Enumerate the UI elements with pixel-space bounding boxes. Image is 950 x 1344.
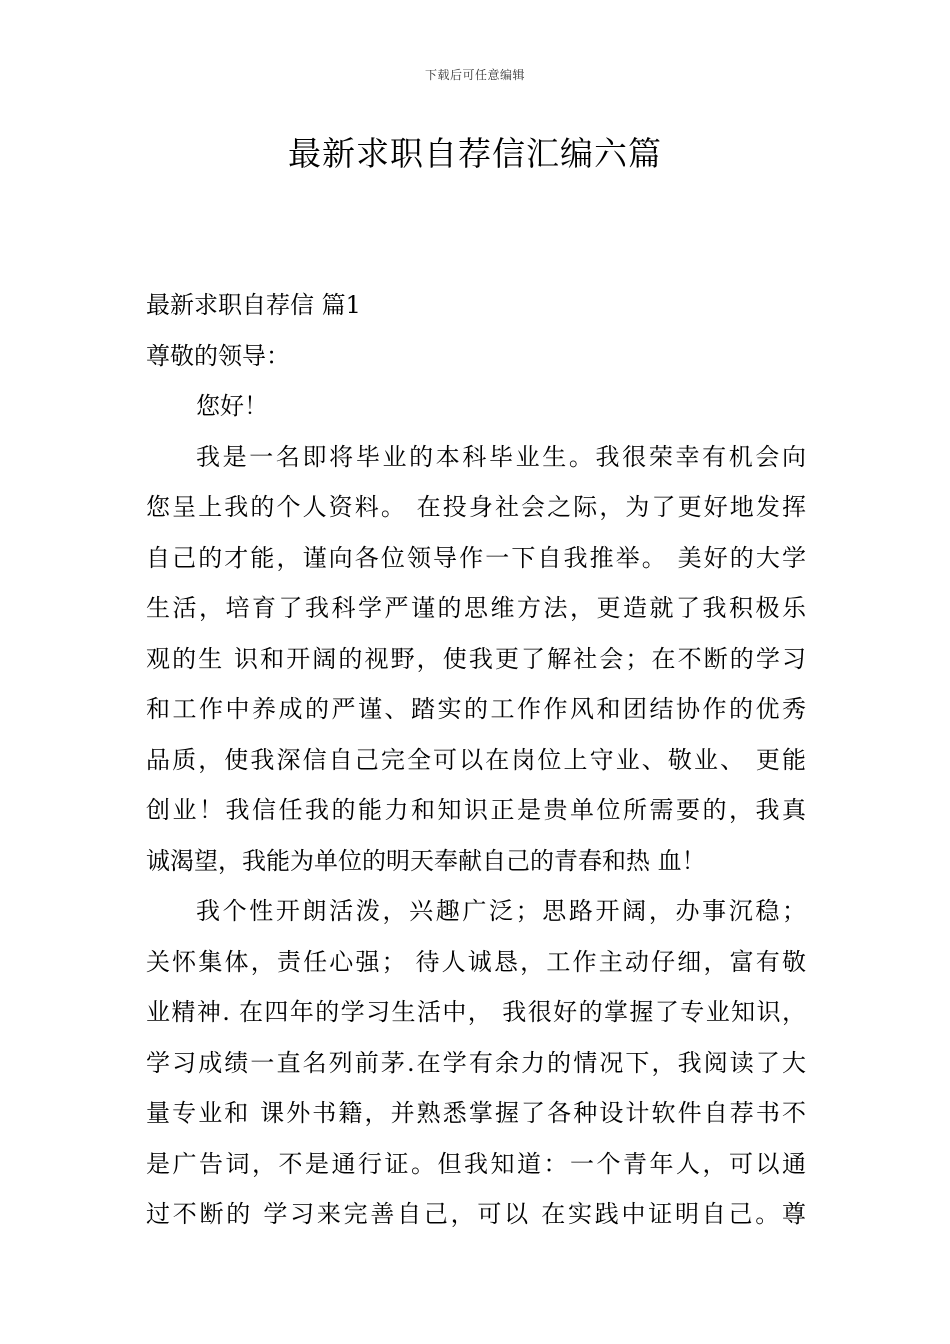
paragraph-line: 学习成绩一直名列前茅.在学有余力的情况下，我阅读了大 xyxy=(146,1048,806,1077)
paragraph-line: 诚渴望，我能为单位的明天奉献自己的青春和热 血！ xyxy=(146,846,706,875)
document-title: 最新求职自荐信汇编六篇 xyxy=(288,134,662,173)
paragraph-line: 您呈上我的个人资料。 在投身社会之际，为了更好地发挥 xyxy=(146,493,806,521)
paragraph-line: 观的生 识和开阔的视野，使我更了解社会；在不断的学习 xyxy=(146,644,806,673)
paragraph-line: 自己的才能，谨向各位领导作一下自我推举。 美好的大学 xyxy=(146,543,806,572)
section-heading: 最新求职自荐信 篇1 xyxy=(146,291,361,319)
paragraph-line: 我是一名即将毕业的本科毕业生。我很荣幸有机会向 xyxy=(196,442,806,471)
paragraph-line: 我个性开朗活泼，兴趣广泛；思路开阔，办事沉稳； xyxy=(196,897,806,925)
header-note: 下载后可任意编辑 xyxy=(424,68,525,82)
paragraph-1 xyxy=(146,432,806,887)
salutation: 尊敬的领导： xyxy=(146,341,290,370)
paragraph-line: 和工作中养成的严谨、踏实的工作作风和团结协作的优秀 xyxy=(146,695,806,723)
paragraph-line: 生活，培育了我科学严谨的思维方法，更造就了我积极乐 xyxy=(146,594,806,622)
paragraph-line: 过不断的 学习来完善自己，可以 在实践中证明自己。尊 xyxy=(146,1200,806,1228)
paragraph-line: 是广告词，不是通行证。但我知道：一个青年人，可以通 xyxy=(146,1149,806,1178)
paragraph-line: 量专业和 课外书籍，并熟悉掌握了各种设计软件自荐书不 xyxy=(146,1099,806,1127)
paragraph-line: 关怀集体，责任心强； 待人诚恳，工作主动仔细，富有敬 xyxy=(146,947,806,976)
paragraph-2 xyxy=(146,886,806,1240)
paragraph-line: 业精神. 在四年的学习生活中， 我很好的掌握了专业知识， xyxy=(146,998,806,1026)
paragraph-line: 创业！我信任我的能力和知识正是贵单位所需要的，我真 xyxy=(146,796,806,824)
greeting: 您好！ xyxy=(196,392,268,420)
letter-body xyxy=(146,280,806,1240)
paragraph-line: 品质，使我深信自己完全可以在岗位上守业、敬业、 更能 xyxy=(146,745,806,774)
